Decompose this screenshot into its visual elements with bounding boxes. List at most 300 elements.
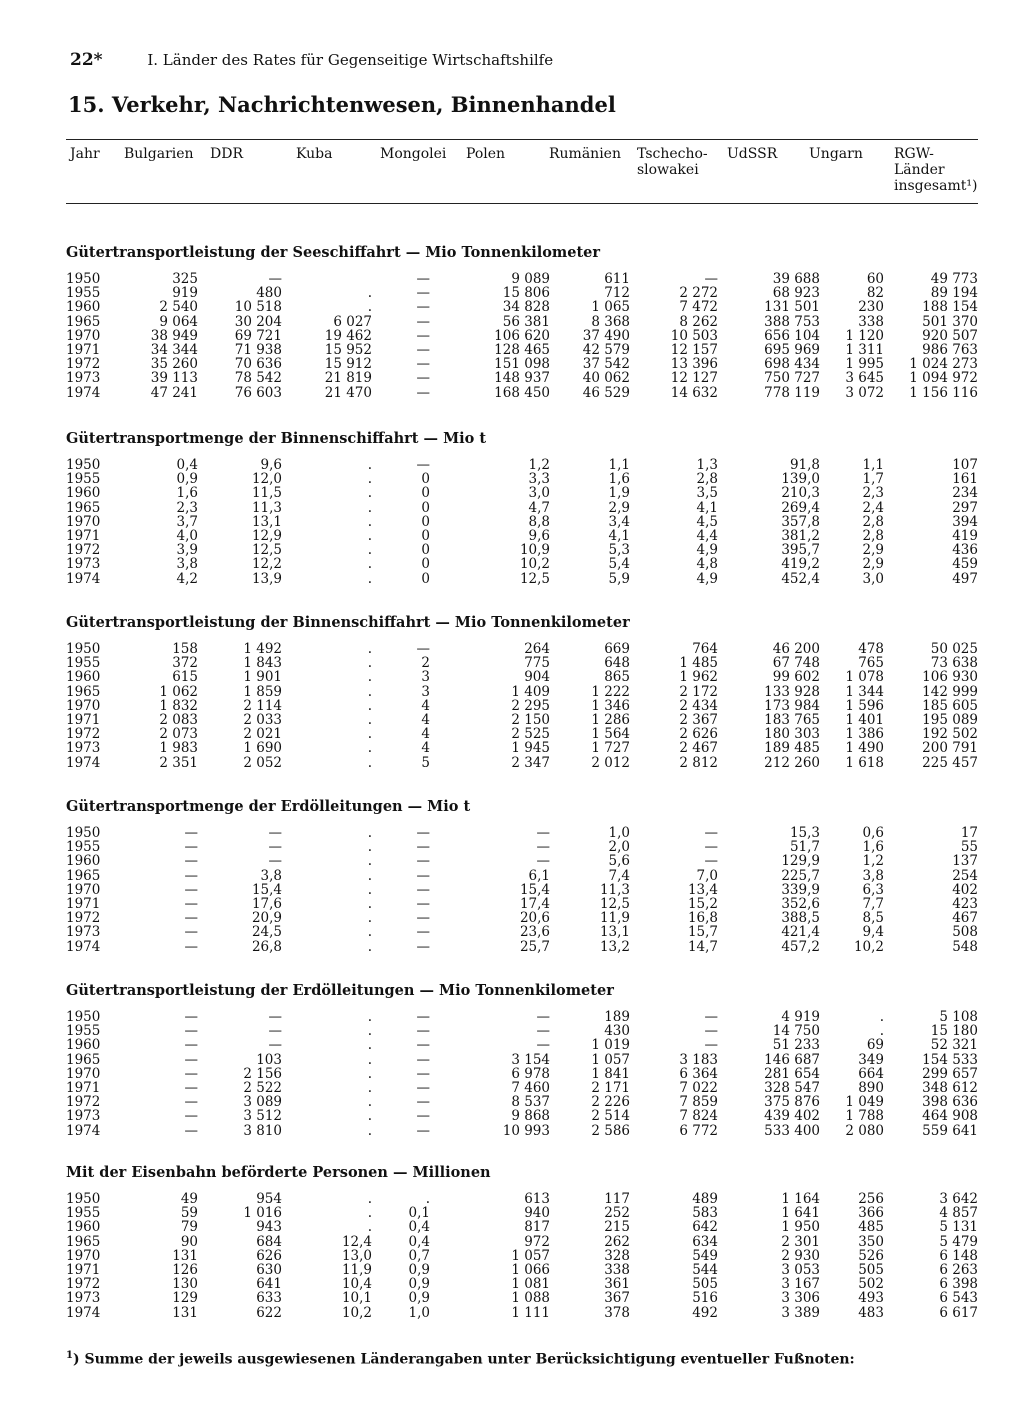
value-cell: 2 812 — [679, 754, 718, 771]
year-cell: 1970 — [66, 513, 101, 530]
value-cell: 0,7 — [408, 1247, 430, 1264]
value-cell: 1,0 — [408, 1304, 430, 1321]
value-cell: — — [184, 1051, 198, 1068]
value-cell: — — [268, 1009, 282, 1025]
value-cell: 2,9 — [862, 542, 884, 559]
table-row — [66, 1192, 978, 1206]
value-cell: 972 — [524, 1233, 550, 1250]
value-cell: 7 859 — [679, 1094, 718, 1111]
value-cell: 2,8 — [862, 528, 884, 545]
table-row — [66, 371, 978, 385]
year-cell: 1965 — [66, 867, 101, 884]
value-cell: 13,4 — [687, 881, 718, 898]
value-cell: — — [184, 825, 198, 841]
top-rule — [66, 139, 978, 140]
value-cell: 3,7 — [176, 513, 198, 530]
section-table — [66, 1010, 978, 1138]
year-cell: 1970 — [66, 327, 101, 344]
value-cell: 168 450 — [494, 384, 550, 401]
value-cell: 7 460 — [511, 1080, 550, 1097]
value-cell: 1 485 — [679, 655, 718, 672]
value-cell: 3,5 — [696, 485, 718, 502]
table-row — [66, 897, 978, 911]
value-cell: 775 — [524, 655, 550, 672]
table-row — [66, 1220, 978, 1234]
column-header: RGW- Länder insgesamt¹) — [894, 146, 978, 194]
value-cell: 130 — [172, 1276, 198, 1293]
value-cell: — — [416, 342, 430, 359]
value-cell: 664 — [858, 1065, 884, 1082]
value-cell: 381,2 — [781, 528, 820, 545]
year-cell: 1973 — [66, 1108, 101, 1125]
value-cell: 69 — [866, 1037, 884, 1054]
value-cell: 2 172 — [679, 683, 718, 700]
value-cell: 9,6 — [528, 528, 550, 545]
value-cell: 1 596 — [845, 697, 884, 714]
value-cell: 3 — [421, 683, 430, 700]
value-cell: 4 — [421, 740, 430, 757]
section-table — [66, 272, 978, 400]
value-cell: 13,9 — [251, 570, 282, 587]
table-row — [66, 472, 978, 486]
value-cell: 3 089 — [243, 1094, 282, 1111]
value-cell: 91,8 — [789, 457, 820, 473]
value-cell: 20,6 — [519, 910, 550, 927]
year-cell: 1974 — [66, 938, 101, 955]
value-cell: 1 945 — [511, 740, 550, 757]
value-cell: 712 — [604, 285, 630, 302]
value-cell: 79 — [180, 1219, 198, 1236]
table-row — [66, 557, 978, 571]
value-cell: 6 978 — [511, 1065, 550, 1082]
value-cell: 1 164 — [781, 1191, 820, 1207]
value-cell: 14,7 — [687, 938, 718, 955]
year-cell: 1960 — [66, 1219, 101, 1236]
value-cell: . — [367, 499, 372, 516]
value-cell: 656 104 — [764, 327, 820, 344]
value-cell: . — [425, 1191, 430, 1207]
value-cell: 2,8 — [862, 513, 884, 530]
value-cell: 1,0 — [608, 825, 630, 841]
table-row — [66, 543, 978, 557]
table-row — [66, 572, 978, 586]
value-cell: 50 025 — [930, 641, 978, 657]
value-cell: 40 062 — [582, 370, 630, 387]
value-cell: 6 148 — [939, 1247, 978, 1264]
year-cell: 1973 — [66, 924, 101, 941]
value-cell: 1 120 — [845, 327, 884, 344]
value-cell: — — [268, 839, 282, 856]
value-cell: — — [268, 853, 282, 870]
section-title: Gütertransportleistung der Seeschiffahrt — Mio Tonnenkilometer — [66, 244, 601, 261]
value-cell: — — [704, 1009, 718, 1025]
value-cell: 3 306 — [781, 1290, 820, 1307]
value-cell: — — [184, 853, 198, 870]
year-cell: 1972 — [66, 1094, 101, 1111]
value-cell: 0 — [421, 542, 430, 559]
value-cell: 1,2 — [528, 457, 550, 473]
value-cell: 137 — [952, 853, 978, 870]
value-cell: 264 — [524, 641, 550, 657]
value-cell: 2 467 — [679, 740, 718, 757]
value-cell: 234 — [952, 485, 978, 502]
value-cell: 256 — [858, 1191, 884, 1207]
value-cell: 5,4 — [608, 556, 630, 573]
value-cell: 23,6 — [519, 924, 550, 941]
value-cell: 1 901 — [243, 669, 282, 686]
table-row — [66, 911, 978, 925]
value-cell: 865 — [604, 669, 630, 686]
value-cell: 262 — [604, 1233, 630, 1250]
year-cell: 1960 — [66, 669, 101, 686]
value-cell: 151 098 — [494, 356, 550, 373]
value-cell: — — [268, 1023, 282, 1040]
value-cell: . — [367, 896, 372, 913]
year-cell: 1950 — [66, 1009, 101, 1025]
value-cell: . — [367, 285, 372, 302]
value-cell: 1 065 — [591, 299, 630, 316]
value-cell: 1,1 — [862, 457, 884, 473]
value-cell: 2 226 — [591, 1094, 630, 1111]
value-cell: 492 — [692, 1304, 718, 1321]
value-cell: . — [879, 1023, 884, 1040]
value-cell: — — [184, 1108, 198, 1125]
value-cell: 12 157 — [670, 342, 718, 359]
value-cell: 1 401 — [845, 712, 884, 729]
value-cell: 4 — [421, 726, 430, 743]
value-cell: 5 108 — [939, 1009, 978, 1025]
value-cell: 15 952 — [324, 342, 372, 359]
table-row — [66, 685, 978, 699]
value-cell: 188 154 — [922, 299, 978, 316]
column-header: DDR — [210, 146, 243, 162]
value-cell: 388,5 — [781, 910, 820, 927]
year-cell: 1972 — [66, 1276, 101, 1293]
value-cell: . — [367, 881, 372, 898]
value-cell: 642 — [692, 1219, 718, 1236]
value-cell — [282, 272, 372, 286]
table-row — [66, 925, 978, 939]
value-cell: 7 022 — [679, 1080, 718, 1097]
value-cell: 1 788 — [845, 1108, 884, 1125]
value-cell: 6 772 — [679, 1122, 718, 1139]
value-cell: 2 626 — [679, 726, 718, 743]
year-cell: 1970 — [66, 697, 101, 714]
value-cell: . — [367, 938, 372, 955]
table-row — [66, 286, 978, 300]
year-cell: 1973 — [66, 1290, 101, 1307]
value-cell: 56 381 — [502, 313, 550, 330]
value-cell: 297 — [952, 499, 978, 516]
footnote-marker: 1 — [66, 1350, 73, 1361]
value-cell: . — [367, 825, 372, 841]
value-cell: 15,4 — [251, 881, 282, 898]
value-cell: 2 150 — [511, 712, 550, 729]
value-cell: 10,2 — [341, 1304, 372, 1321]
value-cell: . — [367, 1023, 372, 1040]
value-cell: 0,1 — [408, 1205, 430, 1222]
value-cell: 15 806 — [502, 285, 550, 302]
year-cell: 1950 — [66, 825, 101, 841]
value-cell: 2 347 — [511, 754, 550, 771]
value-cell: — — [268, 825, 282, 841]
value-cell: — — [416, 1122, 430, 1139]
value-cell: 10 993 — [502, 1122, 550, 1139]
value-cell: 4,2 — [176, 570, 198, 587]
value-cell: . — [367, 839, 372, 856]
value-cell: 2,3 — [862, 485, 884, 502]
value-cell: 68 923 — [772, 285, 820, 302]
section-table — [66, 458, 978, 586]
value-cell: 12,9 — [251, 528, 282, 545]
value-cell: 1 841 — [591, 1065, 630, 1082]
value-cell: 215 — [604, 1219, 630, 1236]
table-row — [66, 656, 978, 670]
value-cell: 59 — [180, 1205, 198, 1222]
value-cell: — — [184, 867, 198, 884]
value-cell: 505 — [858, 1262, 884, 1279]
value-cell: 15,3 — [789, 825, 820, 841]
value-cell: . — [367, 542, 372, 559]
column-header: Jahr — [70, 146, 100, 162]
table-row — [66, 756, 978, 770]
value-cell: — — [416, 853, 430, 870]
value-cell: 2,3 — [176, 499, 198, 516]
value-cell: . — [367, 1009, 372, 1025]
value-cell: — — [416, 825, 430, 841]
value-cell: 4,9 — [696, 542, 718, 559]
value-cell: 34 828 — [502, 299, 550, 316]
value-cell: 200 791 — [922, 740, 978, 757]
value-cell: 2 540 — [159, 299, 198, 316]
value-cell: . — [367, 1122, 372, 1139]
value-cell: 21 819 — [324, 370, 372, 387]
value-cell: 615 — [172, 669, 198, 686]
value-cell: — — [416, 910, 430, 927]
year-cell: 1971 — [66, 342, 101, 359]
value-cell: 3 154 — [511, 1051, 550, 1068]
value-cell: 12,2 — [251, 556, 282, 573]
value-cell: 695 969 — [764, 342, 820, 359]
table-row — [66, 1291, 978, 1305]
value-cell: 19 462 — [324, 327, 372, 344]
value-cell: 5 479 — [939, 1233, 978, 1250]
value-cell: . — [367, 655, 372, 672]
page-number: 22* — [70, 50, 103, 70]
value-cell: 8 262 — [679, 313, 718, 330]
value-cell: 47 241 — [150, 384, 198, 401]
table-row — [66, 486, 978, 500]
year-cell: 1974 — [66, 384, 101, 401]
value-cell: 3,3 — [528, 471, 550, 488]
value-cell: 1 409 — [511, 683, 550, 700]
value-cell: — — [704, 1023, 718, 1040]
value-cell: 7,7 — [862, 896, 884, 913]
value-cell: 6 398 — [939, 1276, 978, 1293]
value-cell: — — [184, 839, 198, 856]
value-cell: — — [536, 1009, 550, 1025]
year-cell: 1971 — [66, 1080, 101, 1097]
value-cell: — — [536, 1023, 550, 1040]
year-cell: 1971 — [66, 528, 101, 545]
value-cell: — — [184, 938, 198, 955]
column-header: Ungarn — [809, 146, 863, 162]
value-cell: 1 564 — [591, 726, 630, 743]
year-cell: 1950 — [66, 457, 101, 473]
value-cell: — — [416, 1108, 430, 1125]
value-cell: — — [416, 1094, 430, 1111]
table-row — [66, 343, 978, 357]
value-cell: — — [416, 1051, 430, 1068]
value-cell: 611 — [604, 271, 630, 287]
column-header: Polen — [466, 146, 506, 162]
value-cell: 3 183 — [679, 1051, 718, 1068]
year-cell: 1955 — [66, 285, 101, 302]
value-cell: 13,2 — [599, 938, 630, 955]
value-cell: 34 344 — [150, 342, 198, 359]
table-row — [66, 357, 978, 371]
value-cell: . — [367, 471, 372, 488]
value-cell: 626 — [256, 1247, 282, 1264]
year-cell: 1955 — [66, 1023, 101, 1040]
value-cell: 2 272 — [679, 285, 718, 302]
value-cell: — — [416, 1065, 430, 1082]
value-cell: 3,8 — [862, 867, 884, 884]
section-title: Gütertransportmenge der Binnenschiffahrt — Mio t — [66, 430, 487, 447]
value-cell: 148 937 — [494, 370, 550, 387]
running-header — [70, 50, 553, 70]
header-rule — [66, 203, 978, 204]
value-cell: 1 492 — [243, 641, 282, 657]
value-cell: 12,5 — [519, 570, 550, 587]
value-cell: 1 618 — [845, 754, 884, 771]
value-cell: 3 642 — [939, 1191, 978, 1207]
year-cell: 1965 — [66, 1233, 101, 1250]
table-row — [66, 1306, 978, 1320]
value-cell: 8,8 — [528, 513, 550, 530]
value-cell: 1 066 — [511, 1262, 550, 1279]
value-cell: 3 053 — [781, 1262, 820, 1279]
value-cell: 39 688 — [772, 271, 820, 287]
value-cell: 1 024 273 — [909, 356, 978, 373]
value-cell: 133 928 — [764, 683, 820, 700]
value-cell: 338 — [604, 1262, 630, 1279]
value-cell: — — [416, 271, 430, 287]
value-cell: 940 — [524, 1205, 550, 1222]
value-cell: 10,9 — [519, 542, 550, 559]
section-title: Gütertransportleistung der Erdölleitungen — Mio Tonnenkilometer — [66, 982, 614, 999]
year-cell: 1960 — [66, 1037, 101, 1054]
value-cell: 1,6 — [176, 485, 198, 502]
value-cell: 6 263 — [939, 1262, 978, 1279]
value-cell: 13,0 — [341, 1247, 372, 1264]
value-cell: 669 — [604, 641, 630, 657]
value-cell: 4,7 — [528, 499, 550, 516]
value-cell: — — [416, 327, 430, 344]
footnote: $^1$) Summe der jeweils ausgewiesenen Länderangaben unter Berücksichtigung eventueller Fußnoten: — [66, 1350, 855, 1368]
value-cell: 630 — [256, 1262, 282, 1279]
value-cell: — — [704, 271, 718, 287]
value-cell: 99 602 — [772, 669, 820, 686]
value-cell: 1,3 — [696, 457, 718, 473]
value-cell: 357,8 — [781, 513, 820, 530]
value-cell: 106 930 — [922, 669, 978, 686]
value-cell: 73 638 — [930, 655, 978, 672]
table-row — [66, 670, 978, 684]
year-cell: 1972 — [66, 726, 101, 743]
value-cell: 12 127 — [670, 370, 718, 387]
value-cell: 2 295 — [511, 697, 550, 714]
table-row — [66, 1024, 978, 1038]
value-cell: 131 — [172, 1304, 198, 1321]
table-row — [66, 1249, 978, 1263]
value-cell: 67 748 — [772, 655, 820, 672]
year-cell: 1955 — [66, 471, 101, 488]
value-cell: 478 — [858, 641, 884, 657]
table-row — [66, 1109, 978, 1123]
table-row — [66, 727, 978, 741]
value-cell: 508 — [952, 924, 978, 941]
value-cell: 4 919 — [781, 1009, 820, 1025]
value-cell: 750 727 — [764, 370, 820, 387]
value-cell: 12,4 — [341, 1233, 372, 1250]
value-cell: — — [416, 839, 430, 856]
value-cell: 3 — [421, 669, 430, 686]
value-cell: — — [416, 924, 430, 941]
value-cell: 559 641 — [922, 1122, 978, 1139]
value-cell: 15,7 — [687, 924, 718, 941]
value-cell: 2,9 — [608, 499, 630, 516]
value-cell: 339,9 — [781, 881, 820, 898]
table-row — [66, 1010, 978, 1024]
value-cell: 459 — [952, 556, 978, 573]
value-cell: 131 — [172, 1247, 198, 1264]
table-row — [66, 940, 978, 954]
value-cell: 0 — [421, 556, 430, 573]
value-cell: 7,4 — [608, 867, 630, 884]
year-cell: 1973 — [66, 740, 101, 757]
value-cell: 17,4 — [519, 896, 550, 913]
value-cell: 2 301 — [781, 1233, 820, 1250]
value-cell: 485 — [858, 1219, 884, 1236]
value-cell: 17 — [960, 825, 978, 841]
value-cell: . — [367, 1065, 372, 1082]
value-cell: 195 089 — [922, 712, 978, 729]
value-cell: . — [367, 924, 372, 941]
value-cell: 1 344 — [845, 683, 884, 700]
value-cell: 1 983 — [159, 740, 198, 757]
value-cell: — — [536, 853, 550, 870]
value-cell: 6,3 — [862, 881, 884, 898]
value-cell: 76 603 — [234, 384, 282, 401]
value-cell: 493 — [858, 1290, 884, 1307]
value-cell: — — [704, 825, 718, 841]
value-cell: 10 518 — [234, 299, 282, 316]
value-cell: 2 012 — [591, 754, 630, 771]
value-cell: — — [704, 853, 718, 870]
value-cell: 1 690 — [243, 740, 282, 757]
table-row — [66, 1081, 978, 1095]
value-cell: 1 057 — [591, 1051, 630, 1068]
value-cell: 7 472 — [679, 299, 718, 316]
value-cell: 502 — [858, 1276, 884, 1293]
value-cell: 378 — [604, 1304, 630, 1321]
value-cell: 49 — [180, 1191, 198, 1207]
value-cell: 548 — [952, 938, 978, 955]
year-cell: 1960 — [66, 485, 101, 502]
year-cell: 1973 — [66, 556, 101, 573]
value-cell: . — [367, 1080, 372, 1097]
